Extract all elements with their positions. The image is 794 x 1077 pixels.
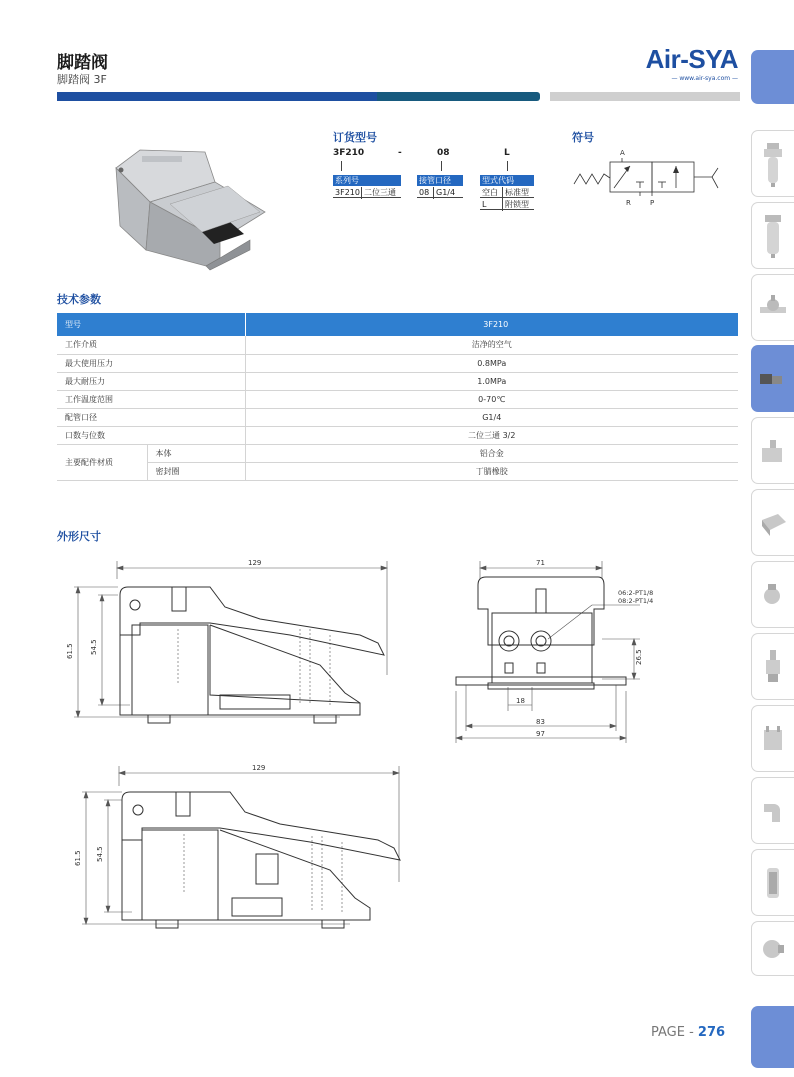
valve-icon bbox=[758, 354, 788, 404]
title-bar-primary bbox=[57, 92, 377, 101]
specs-table bbox=[57, 313, 738, 481]
side2-length: 129 bbox=[252, 764, 266, 772]
symbol-port-p: P bbox=[650, 199, 655, 207]
order-heading: 订货型号 bbox=[333, 131, 377, 144]
symbol-heading: 符号 bbox=[572, 131, 594, 144]
specs-header-value: 3F210 bbox=[245, 313, 738, 336]
page-title: 脚踏阀 bbox=[57, 53, 108, 73]
spec-value: G1/4 bbox=[245, 408, 738, 426]
type-label: 型式代码 bbox=[480, 175, 534, 186]
order-code-type: L bbox=[504, 148, 510, 158]
solenoid-icon bbox=[758, 570, 788, 620]
manifold-icon bbox=[758, 714, 788, 764]
table-row bbox=[57, 426, 738, 444]
silencer-icon bbox=[758, 858, 788, 908]
table-row bbox=[57, 444, 738, 462]
side-tab-silencer[interactable] bbox=[751, 849, 794, 916]
front-base-outer: 97 bbox=[536, 730, 545, 738]
materials-seal-value: 丁腈橡胶 bbox=[245, 462, 738, 480]
side1-length: 129 bbox=[248, 559, 262, 567]
port-label: 接管口径 bbox=[417, 175, 463, 186]
side-tab-valve-active[interactable] bbox=[751, 345, 794, 412]
specs-heading: 技术参数 bbox=[57, 293, 101, 306]
table-row bbox=[57, 354, 738, 372]
front-view-drawing bbox=[452, 555, 682, 745]
type-code-0: 空白 bbox=[480, 187, 502, 198]
spec-value: 1.0MPa bbox=[245, 372, 738, 390]
side-tab-cylinder[interactable] bbox=[751, 417, 794, 484]
side-tab-filter-regulator[interactable] bbox=[751, 130, 794, 197]
side-tab-accessory[interactable] bbox=[751, 921, 794, 976]
page-prefix: PAGE - bbox=[651, 1025, 698, 1040]
order-code-port: 08 bbox=[437, 148, 450, 158]
spec-label: 口数与位数 bbox=[57, 426, 245, 444]
specs-header-label: 型号 bbox=[57, 313, 245, 336]
side-tab-bottom[interactable] bbox=[751, 1006, 794, 1068]
side-tab-filter[interactable] bbox=[751, 202, 794, 269]
spec-value: 0.8MPa bbox=[245, 354, 738, 372]
side2-height: 61.5 bbox=[74, 850, 82, 866]
accessory-icon bbox=[758, 927, 788, 971]
port-desc: G1/4 bbox=[434, 187, 463, 198]
sensor-icon bbox=[758, 642, 788, 692]
front-base-inner: 83 bbox=[536, 718, 545, 726]
page-number bbox=[651, 1025, 725, 1040]
materials-label: 主要配件材质 bbox=[57, 444, 147, 480]
side-tab-top[interactable] bbox=[751, 50, 794, 104]
logo-text: Air-SYA bbox=[645, 44, 738, 74]
cylinder-icon bbox=[758, 426, 788, 476]
spec-label: 最大耐压力 bbox=[57, 372, 245, 390]
order-tick-type bbox=[507, 161, 508, 171]
actuator-icon bbox=[758, 498, 788, 548]
side-tab-fitting[interactable] bbox=[751, 777, 794, 844]
front-port-offset: 18 bbox=[516, 697, 525, 705]
side-view-lock-drawing bbox=[60, 762, 410, 937]
side1-height: 61.5 bbox=[66, 643, 74, 659]
filter-icon bbox=[758, 211, 788, 261]
dimensions-heading: 外形尺寸 bbox=[57, 530, 101, 543]
spec-label: 最大使用压力 bbox=[57, 354, 245, 372]
spec-label: 工作温度范围 bbox=[57, 390, 245, 408]
page-subtitle: 脚踏阀 3F bbox=[57, 73, 107, 86]
order-tick-port bbox=[441, 161, 442, 171]
spec-value: 洁净的空气 bbox=[245, 336, 738, 354]
symbol-port-a: A bbox=[620, 149, 625, 157]
brand-logo bbox=[636, 44, 738, 82]
side-tab-sensor[interactable] bbox=[751, 633, 794, 700]
valve-symbol-diagram bbox=[566, 144, 736, 210]
page-number-value: 276 bbox=[697, 1025, 726, 1040]
side-view-drawing bbox=[60, 555, 410, 730]
filter-regulator-icon bbox=[758, 139, 788, 189]
type-code-1: L bbox=[480, 199, 502, 210]
logo-url: — www.air-sya.com — bbox=[671, 75, 738, 82]
side-tab-solenoid[interactable] bbox=[751, 561, 794, 628]
order-code-model: 3F210 bbox=[333, 148, 365, 158]
table-row bbox=[57, 390, 738, 408]
type-desc-0: 标准型 bbox=[503, 187, 534, 198]
foot-valve-photo bbox=[110, 140, 270, 275]
front-port-note-1: 06:2-PT1/8 bbox=[618, 589, 654, 597]
title-bar-gray bbox=[550, 92, 740, 101]
fitting-icon bbox=[758, 786, 788, 836]
spec-label: 配管口径 bbox=[57, 408, 245, 426]
title-bar-secondary bbox=[377, 92, 540, 101]
side1-inner-height: 54.5 bbox=[90, 639, 98, 655]
type-desc-1: 附锁型 bbox=[503, 199, 534, 210]
spec-value: 0-70℃ bbox=[245, 390, 738, 408]
side-tab-manifold[interactable] bbox=[751, 705, 794, 772]
materials-body-label: 本体 bbox=[147, 444, 245, 462]
table-row bbox=[57, 408, 738, 426]
materials-seal-label: 密封圈 bbox=[147, 462, 245, 480]
side-tab-actuator[interactable] bbox=[751, 489, 794, 556]
order-tick-model bbox=[341, 161, 342, 171]
table-row bbox=[57, 372, 738, 390]
series-code: 3F210 bbox=[335, 188, 360, 197]
side2-inner-height: 54.5 bbox=[96, 846, 104, 862]
side-tab-lubricator[interactable] bbox=[751, 274, 794, 341]
port-code: 08 bbox=[417, 187, 433, 198]
table-row bbox=[57, 462, 738, 480]
series-label: 系列号 bbox=[333, 175, 401, 186]
order-code-dash: - bbox=[398, 148, 402, 158]
type-sep bbox=[502, 187, 503, 211]
spec-value: 二位三通 3/2 bbox=[245, 426, 738, 444]
front-top-width: 71 bbox=[536, 559, 545, 567]
symbol-port-r: R bbox=[626, 199, 631, 207]
materials-body-value: 铝合金 bbox=[245, 444, 738, 462]
spec-label: 工作介质 bbox=[57, 336, 245, 354]
front-port-height: 26.5 bbox=[635, 649, 643, 665]
table-row bbox=[57, 336, 738, 354]
series-desc: 二位三通 bbox=[362, 187, 401, 198]
front-port-note-2: 08:2-PT1/4 bbox=[618, 597, 654, 605]
lubricator-icon bbox=[758, 283, 788, 333]
